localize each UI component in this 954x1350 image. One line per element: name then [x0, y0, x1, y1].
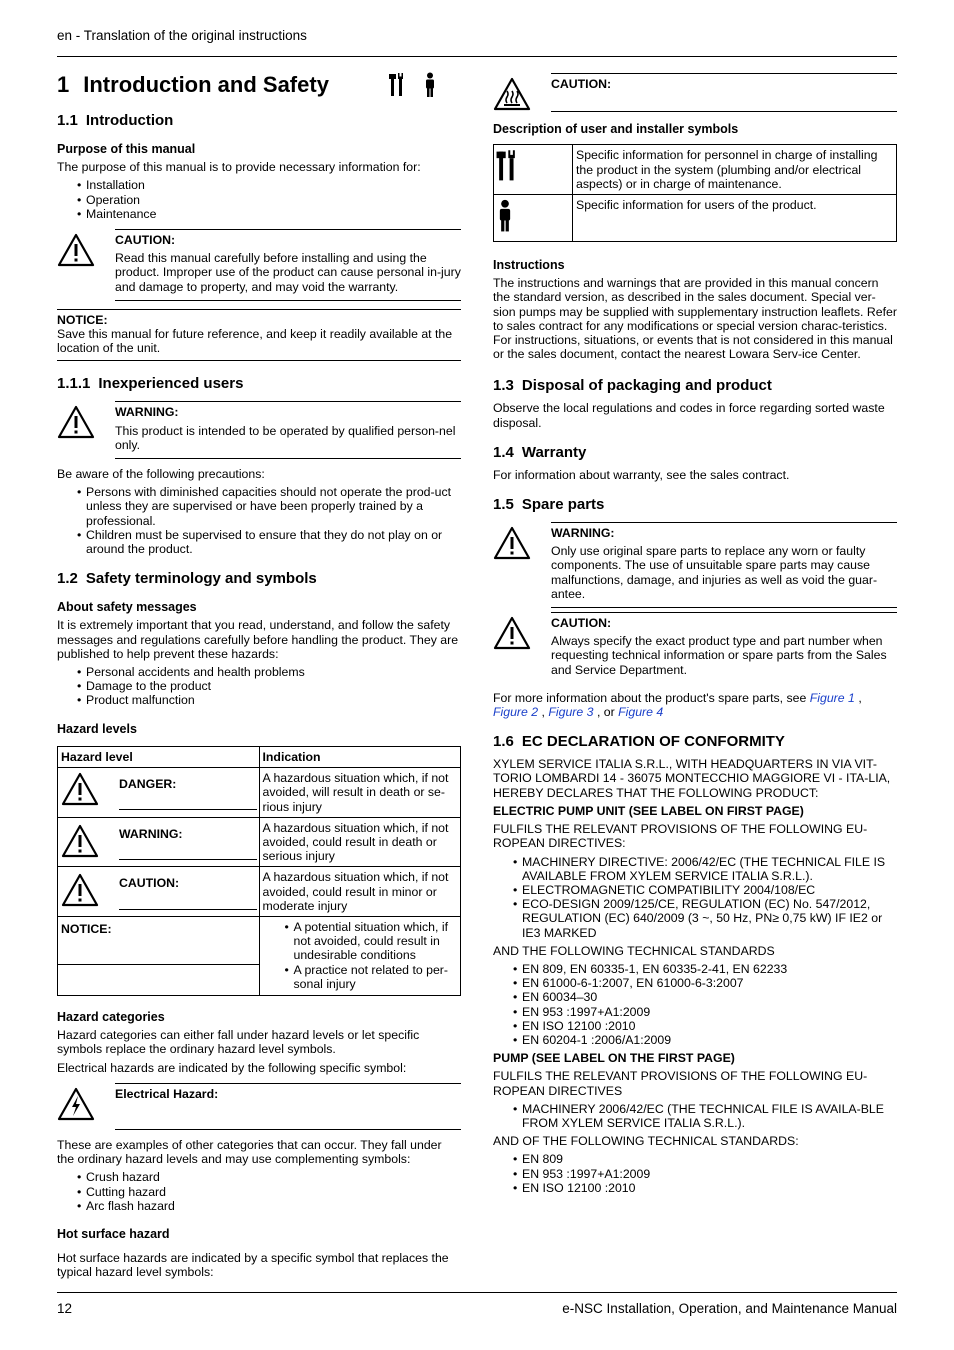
list-item: • ECO-DESIGN 2009/125/CE, REGULATION (EC) No. 547/2012, REGULATION (EC) 640/2009 (3 ~, 50 Hz, PN≥ 0,75 kW) IF IE2 or IE3 MARKED — [522, 897, 897, 940]
spare-warning-message — [493, 522, 897, 608]
symbol-description: Specific information for users of the product. — [573, 195, 897, 242]
list-item: • A practice not related to per-sonal injury — [294, 963, 458, 991]
precautions-text: Be aware of the following precautions: — [57, 467, 265, 482]
hazard-categories-text: Hazard categories can either fall under hazard levels or let specific symbols replace the ordinary hazard level symbols. — [57, 1028, 420, 1057]
caution-label: CAUTION: — [551, 616, 612, 631]
caution-message — [57, 229, 461, 301]
figure-4-link[interactable]: Figure 4 — [618, 705, 664, 720]
section-title: Spare parts — [521, 496, 605, 514]
installer-tools-icon — [389, 72, 405, 98]
electrical-intro-text: Electrical hazards are indicated by the following specific symbol: — [57, 1060, 407, 1075]
list-item: • Installation — [86, 178, 461, 192]
list-item: • EN 953 :1997+A1:2009 — [522, 1005, 897, 1019]
hazard-levels-heading: Hazard levels — [57, 721, 137, 736]
manual-title: e-NSC Installation, Operation, and Maintenance Manual — [562, 1301, 897, 1316]
right-column — [493, 70, 897, 1199]
electrical-hazard-message — [57, 1083, 461, 1130]
electrical-hazard-label: Electrical Hazard: — [115, 1086, 219, 1101]
purpose-heading: Purpose of this manual — [57, 142, 196, 156]
disposal-text: Observe the local regulations and codes in force regarding sorted waste disposal. — [493, 401, 885, 430]
section-1-3-heading — [493, 377, 897, 395]
table-header-row — [58, 746, 461, 767]
list-item: • EN 953 :1997+A1:2009 — [522, 1167, 897, 1181]
warning-triangle-icon — [61, 820, 119, 862]
fulfils-2-text: FULFILS THE RELEVANT PROVISIONS OF THE FOLLOWING EU-ROPEAN DIRECTIVES — [493, 1069, 868, 1098]
footer-rule — [57, 1292, 897, 1293]
warning-triangle-icon — [57, 401, 115, 459]
purpose-text: The purpose of this manual is to provide necessary information for: — [57, 160, 421, 175]
table-row — [58, 867, 461, 917]
table-row — [58, 817, 461, 867]
other-categories-text: These are examples of other categories that can occur. They fall under the ordinary hazard levels and may use complementing symbols: — [57, 1137, 442, 1167]
warranty-text: For information about warranty, see the sales contract. — [493, 467, 790, 482]
table-row — [494, 195, 897, 242]
fulfils-1-text: FULFILS THE RELEVANT PROVISIONS OF THE FOLLOWING EU-ROPEAN DIRECTIVES: — [493, 822, 868, 851]
list-item: • EN 61000-6-1:2007, EN 61000-6-3:2007 — [522, 976, 897, 990]
list-item: • Product malfunction — [86, 693, 461, 707]
section-1-1-1-heading — [57, 375, 461, 393]
hot-surface-caution-message — [493, 73, 897, 112]
section-title: Disposal of packaging and product — [521, 377, 772, 395]
page-number: 12 — [57, 1301, 73, 1316]
section-title: Warranty — [521, 443, 587, 461]
standards-2-intro: AND OF THE FOLLOWING TECHNICAL STANDARDS: — [493, 1134, 799, 1149]
table-row — [58, 916, 461, 995]
warning-triangle-icon — [493, 522, 551, 608]
warning-label: WARNING: — [551, 526, 615, 541]
list-item: • Personal accidents and health problems — [86, 665, 461, 679]
hot-surface-text: Hot surface hazards are indicated by a specific symbol that replaces the typical hazard level symbols: — [57, 1251, 449, 1280]
hot-surface-icon — [493, 73, 551, 112]
section-1-1-heading — [57, 112, 461, 130]
hazard-indication: A hazardous situation which, if not avoided, could result in minor or moderate injury — [259, 867, 461, 917]
list-item: • A potential situation which, if not avoided, could result in undesirable conditions — [294, 920, 458, 963]
hazard-levels-table — [57, 746, 461, 996]
list-item: • Operation — [86, 193, 461, 207]
standards-2-list — [493, 1152, 897, 1195]
hazard-categories-heading: Hazard categories — [57, 1009, 165, 1024]
section-1-5-heading — [493, 496, 897, 514]
list-item: • EN 60034–30 — [522, 990, 897, 1004]
separator: , or — [596, 705, 615, 720]
section-number: 1.1.1 — [57, 375, 91, 393]
user-person-icon — [423, 72, 437, 98]
table-row — [494, 145, 897, 195]
hazard-label: WARNING: — [119, 824, 257, 860]
list-item: • Maintenance — [86, 207, 461, 221]
list-item: • MACHINERY 2006/42/EC (THE TECHNICAL FILE IS AVAILA-BLE FROM XYLEM SERVICE ITALIA S.R.L.). — [522, 1102, 897, 1130]
about-list — [57, 665, 461, 708]
precautions-list — [57, 485, 461, 556]
header-rule — [57, 56, 897, 57]
purpose-list — [57, 178, 461, 221]
column-header: Hazard level — [58, 746, 260, 767]
list-item: • Crush hazard — [86, 1170, 461, 1184]
warning-triangle-icon — [493, 612, 551, 683]
instructions-heading: Instructions — [493, 258, 565, 273]
warning-text: This product is intended to be operated by qualified person-nel only. — [115, 423, 456, 452]
directives-2-list — [493, 1102, 897, 1130]
section-number: 1.4 — [493, 443, 514, 461]
list-item: • Arc flash hazard — [86, 1199, 461, 1213]
about-heading: About safety messages — [57, 600, 197, 615]
caution-text: Always specify the exact product type and part number when requesting technical information or spare parts from the Sales and Service Department. — [551, 634, 887, 677]
caution-label: CAUTION: — [551, 77, 612, 91]
warning-text: Only use original spare parts to replace any worn or faulty components. The use of unsuitable spare parts may cause malfunctions, damage, and injuries as well as void the guar-antee. — [551, 544, 878, 601]
section-number: 1.6 — [493, 733, 514, 751]
left-column — [57, 70, 461, 1280]
standards-1-list — [493, 962, 897, 1047]
hazard-label: DANGER: — [119, 774, 257, 810]
list-item: • EN 60204-1 :2006/A1:2009 — [522, 1033, 897, 1047]
user-person-icon — [494, 195, 573, 242]
hazard-label: NOTICE: — [58, 919, 259, 965]
spare-more-text — [493, 691, 897, 719]
notice-indication-list — [263, 920, 458, 991]
chapter-heading — [57, 70, 461, 100]
list-item: • MACHINERY DIRECTIVE: 2006/42/EC (THE TECHNICAL FILE IS AVAILABLE FROM XYLEM SERVICE ITALIA S.R.L.). — [522, 855, 897, 883]
chapter-title: Introduction and Safety — [83, 72, 329, 97]
list-item: • ELECTROMAGNETIC COMPATIBILITY 2004/108/EC — [522, 883, 897, 897]
figure-1-link[interactable]: Figure 1 — [809, 690, 855, 705]
declaration-intro: XYLEM SERVICE ITALIA S.R.L., WITH HEADQUARTERS IN VIA VIT-TORIO LOMBARDI 14 - 36075 MONTECCHIO MAGGIORE VI - ITA-LIA, HEREBY DECLARES THAT THE FOLLOWING PRODUCT: — [493, 757, 891, 800]
separator: , — [541, 705, 545, 720]
section-number: 1.3 — [493, 377, 514, 395]
installer-tools-icon — [494, 145, 573, 195]
spare-caution-message — [493, 612, 897, 683]
hazard-indication: A hazardous situation which, if not avoided, will result in death or se-rious injury — [259, 768, 461, 818]
list-item: • EN ISO 12100 :2010 — [522, 1181, 897, 1195]
electrical-hazard-icon — [57, 1083, 115, 1130]
about-text: It is extremely important that you read, understand, and follow the safety messages and regulations carefully before handling the product. They are published to help prevent these hazards: — [57, 618, 459, 661]
warning-label: WARNING: — [115, 405, 179, 420]
hazard-label: CAUTION: — [119, 873, 257, 909]
notice-text: Save this manual for future reference, and keep it readily available at the location of the unit. — [57, 327, 453, 356]
section-1-2-heading — [57, 570, 461, 588]
product-2-label: PUMP (SEE LABEL ON THE FIRST PAGE) — [493, 1051, 735, 1066]
caution-label: CAUTION: — [115, 233, 176, 248]
notice-message — [57, 309, 461, 362]
figure-3-link[interactable]: Figure 3 — [548, 705, 594, 720]
list-item: • Damage to the product — [86, 679, 461, 693]
section-1-4-heading — [493, 444, 897, 462]
running-header: en - Translation of the original instructions — [57, 28, 307, 43]
separator: , — [858, 690, 862, 705]
standards-1-intro: AND THE FOLLOWING TECHNICAL STANDARDS — [493, 943, 775, 958]
section-title: Introduction — [85, 112, 174, 129]
spare-more-prefix: For more information about the product's spare parts, see — [493, 690, 807, 705]
warning-triangle-icon — [57, 229, 115, 301]
list-item: • EN 809, EN 60335-1, EN 60335-2-41, EN 62233 — [522, 962, 897, 976]
table-row — [58, 768, 461, 818]
column-header: Indication — [259, 746, 461, 767]
list-item: • EN 809 — [522, 1152, 897, 1166]
notice-label: NOTICE: — [57, 312, 108, 327]
symbols-heading: Description of user and installer symbols — [493, 122, 739, 137]
list-item: • Cutting hazard — [86, 1185, 461, 1199]
warning-triangle-icon — [61, 770, 119, 812]
list-item: • EN ISO 12100 :2010 — [522, 1019, 897, 1033]
directives-1-list — [493, 855, 897, 940]
product-1-label: ELECTRIC PUMP UNIT (SEE LABEL ON FIRST PAGE) — [493, 803, 804, 818]
hazard-indication: A hazardous situation which, if not avoided, could result in death or serious injury — [259, 817, 461, 867]
section-title: Safety terminology and symbols — [85, 570, 317, 588]
section-number: 1.5 — [493, 496, 514, 514]
section-title: Inexperienced users — [98, 375, 244, 393]
hot-surface-heading: Hot surface hazard — [57, 1226, 170, 1241]
section-1-6-heading — [493, 733, 897, 751]
figure-2-link[interactable]: Figure 2 — [493, 705, 539, 720]
chapter-icons — [389, 72, 437, 98]
symbols-table — [493, 144, 897, 242]
instructions-text: The instructions and warnings that are provided in this manual concern the standard version, as described in the sales document. Special ver-sion pumps may be supplied with supplementary instruction leaflets. Refer to sales contract for any modifications or special version charac-teristics. For instructions, situations, or events that is not considered in this manual or the sales document, contact the nearest Lowara Serv-ice Center. — [493, 276, 897, 362]
section-number: 1.2 — [57, 570, 78, 588]
warning-message — [57, 401, 461, 459]
symbol-description: Specific information for personnel in charge of installing the product in the system (plumbing and/or electrical aspects) or in charge of maintenance. — [573, 145, 897, 195]
hazard-categories-list — [57, 1170, 461, 1213]
chapter-number: 1 — [57, 72, 70, 97]
section-title: EC DECLARATION OF CONFORMITY — [521, 733, 785, 751]
caution-text: Read this manual carefully before installing and using the product. Improper use of the product can cause personal in-jury and damage to property, and may void the warranty. — [115, 251, 461, 294]
list-item: • Children must be supervised to ensure that they do not play on or around the product. — [86, 528, 461, 556]
warning-triangle-icon — [61, 869, 119, 911]
section-number: 1.1 — [57, 112, 78, 129]
list-item: • Persons with diminished capacities should not operate the prod-uct unless they are supervised or have been properly trained by a professional. — [86, 485, 461, 528]
